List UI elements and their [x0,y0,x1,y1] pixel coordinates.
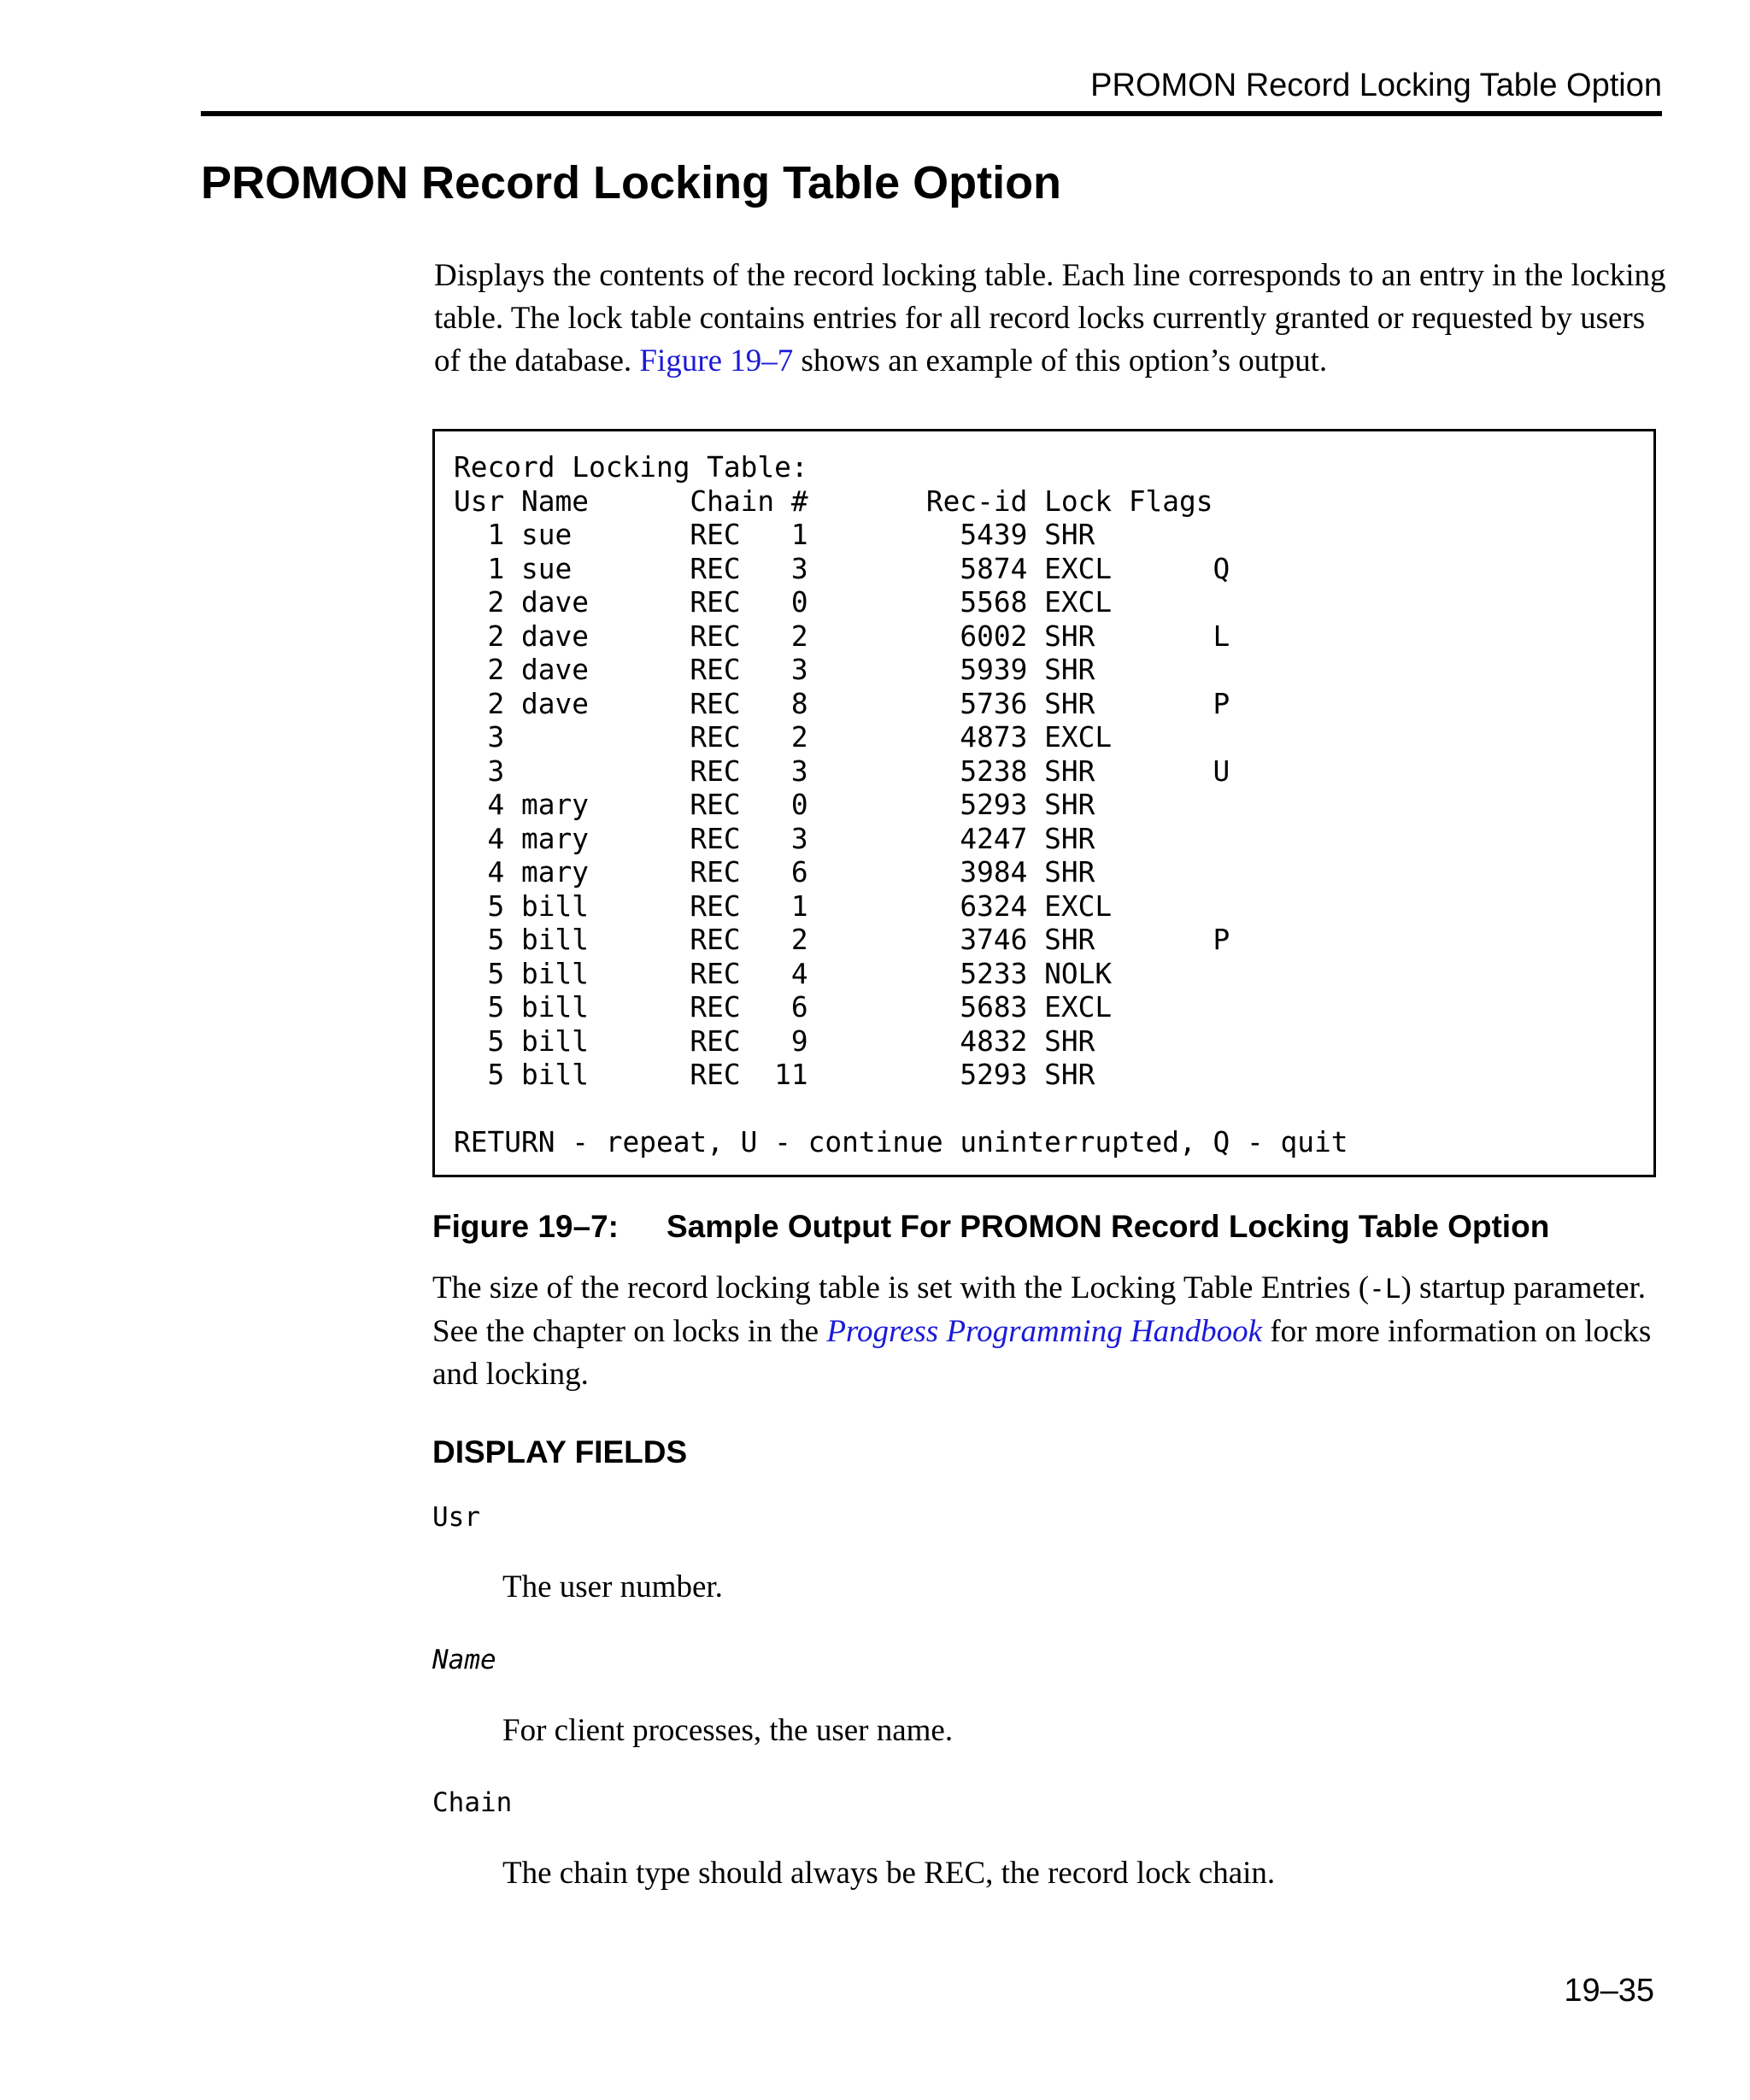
terminal-footer: RETURN - repeat, U - continue uninterrupted, Q - quit [454,1126,1348,1159]
field-name-chain: Chain [432,1787,513,1818]
para2-text-2: ) startup parameter. See the chapter on locks in the [432,1270,1647,1349]
header-rule [201,111,1662,116]
field-desc-name: For client processes, the user name. [502,1713,954,1748]
page-title: PROMON Record Locking Table Option [201,157,1062,208]
running-header: PROMON Record Locking Table Option [1090,67,1662,103]
terminal-row: 3 REC 3 5238 SHR U [454,754,1230,788]
figure-title: Sample Output For PROMON Record Locking Table Option [667,1209,1550,1244]
terminal-row: 4 mary REC 3 4247 SHR [454,822,1095,855]
intro-paragraph [434,255,1669,383]
terminal-row: 1 sue REC 1 5439 SHR [454,519,1095,551]
intro-text-2: shows an example of this option’s output. [793,343,1328,378]
startup-parameter-code: -L [1369,1274,1401,1305]
terminal-row: 3 REC 2 4873 EXCL [454,721,1113,754]
terminal-row: 2 dave REC 8 5736 SHR P [454,687,1230,720]
field-desc-usr: The user number. [502,1569,723,1604]
terminal-row: 5 bill REC 2 3746 SHR P [454,924,1230,956]
page-number: 19–35 [1564,1973,1654,2009]
field-name-usr: Usr [432,1502,480,1533]
terminal-row: 4 mary REC 0 5293 SHR [454,789,1095,821]
terminal-row: 2 dave REC 2 6002 SHR L [454,619,1230,653]
terminal-row: 5 bill REC 1 6324 EXCL [454,889,1113,923]
display-fields-heading: DISPLAY FIELDS [432,1434,688,1469]
para2-text-1: The size of the record locking table is set with the Locking Table Entries ( [432,1270,1370,1305]
locking-table-size-paragraph [432,1267,1667,1396]
figure-19-7-link[interactable]: Figure 19–7 [639,343,794,378]
terminal-row: 5 bill REC 6 5683 EXCL [454,991,1113,1024]
programming-handbook-link[interactable]: Progress Programming Handbook [826,1314,1263,1349]
terminal-output-text [454,451,1348,1160]
terminal-row: 2 dave REC 0 5568 EXCL [454,586,1113,619]
terminal-row: 5 bill REC 4 5233 NOLK [454,957,1113,990]
figure-caption [432,1208,1549,1246]
terminal-row: 1 sue REC 3 5874 EXCL Q [454,552,1230,585]
terminal-column-header: Usr Name Chain # Rec-id Lock Flags [454,484,1213,518]
terminal-row: 5 bill REC 9 4832 SHR [454,1024,1095,1058]
terminal-row: 4 mary REC 6 3984 SHR [454,856,1095,889]
intro-text-1: Displays the contents of the record locking table. Each line corresponds to an entry in the locking table. The lock table contains entries for all record locks currently granted or requested by users of the database. [434,258,1666,378]
para2-text-3: for more information on locks and locking. [432,1314,1652,1392]
field-desc-chain: The chain type should always be REC, the record lock chain. [502,1856,1276,1891]
figure-number: Figure 19–7: [432,1209,619,1244]
terminal-row: 5 bill REC 11 5293 SHR [454,1059,1095,1091]
terminal-output-figure [432,429,1656,1177]
field-name-name: Name [432,1645,496,1675]
terminal-heading: Record Locking Table: [454,451,808,484]
terminal-row: 2 dave REC 3 5939 SHR [454,654,1095,686]
